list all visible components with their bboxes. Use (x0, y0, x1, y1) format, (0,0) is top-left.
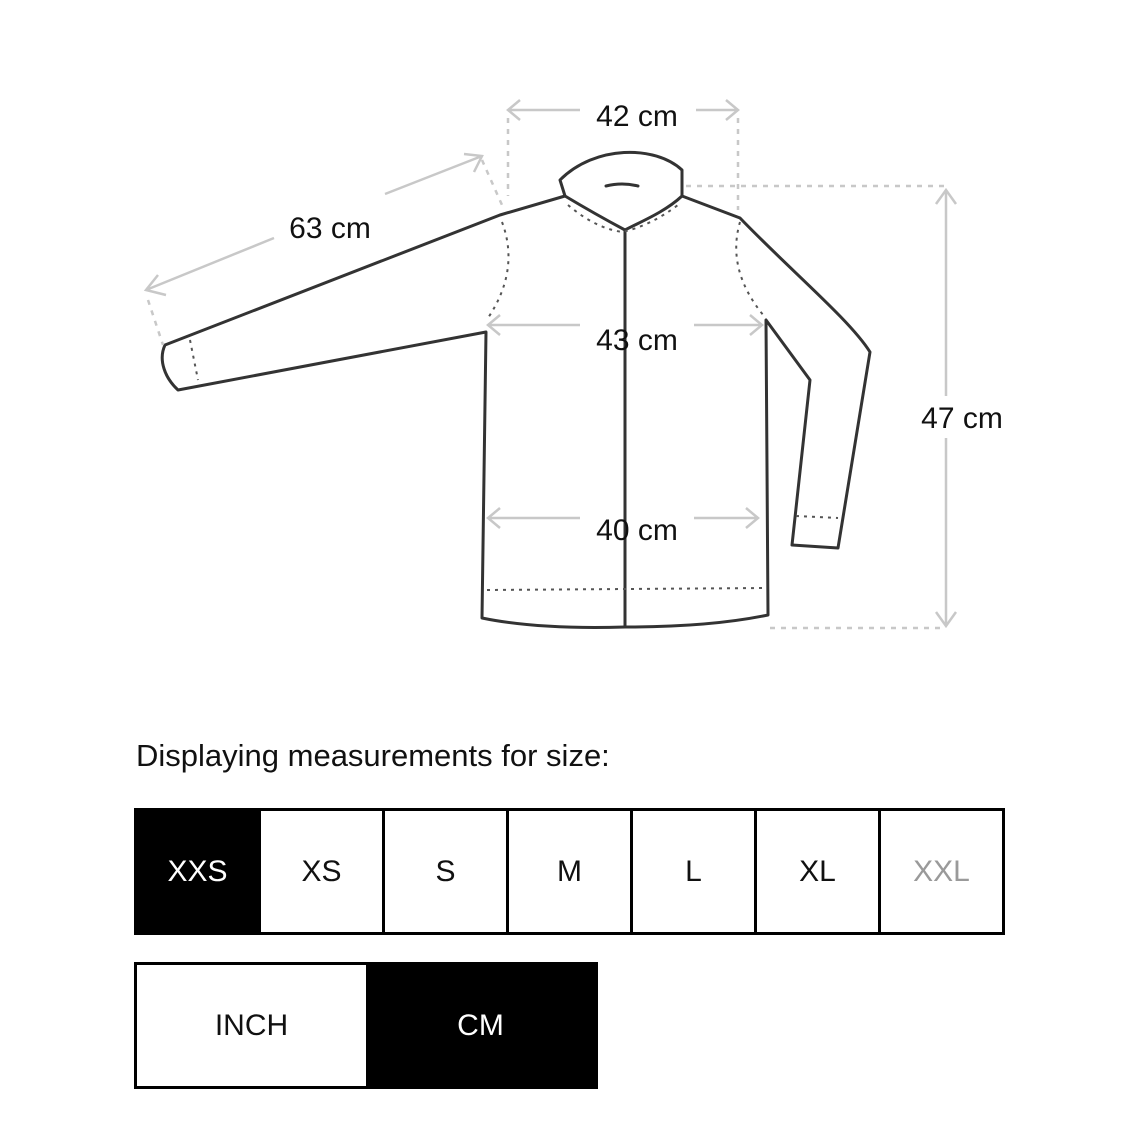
size-option-l[interactable]: L (630, 811, 754, 932)
size-selector (134, 808, 1005, 935)
size-option-xl[interactable]: XL (754, 811, 878, 932)
length-measurement: 47 cm (921, 402, 1003, 435)
seam-lines (190, 205, 838, 590)
shoulder-measurement: 42 cm (596, 100, 678, 133)
unit-selector (134, 962, 598, 1089)
size-option-xxl[interactable]: XXL (878, 811, 1002, 932)
size-option-s[interactable]: S (382, 811, 506, 932)
size-option-xxs[interactable]: XXS (137, 811, 258, 932)
jacket-outline-icon (162, 152, 870, 627)
size-selector-heading: Displaying measurements for size: (136, 738, 610, 773)
size-option-m[interactable]: M (506, 811, 630, 932)
chest-measurement: 43 cm (596, 324, 678, 357)
waist-measurement: 40 cm (596, 514, 678, 547)
size-option-xs[interactable]: XS (258, 811, 382, 932)
sleeve-measurement: 63 cm (289, 212, 371, 245)
unit-option-cm[interactable]: CM (366, 965, 595, 1086)
unit-option-inch[interactable]: INCH (137, 965, 366, 1086)
